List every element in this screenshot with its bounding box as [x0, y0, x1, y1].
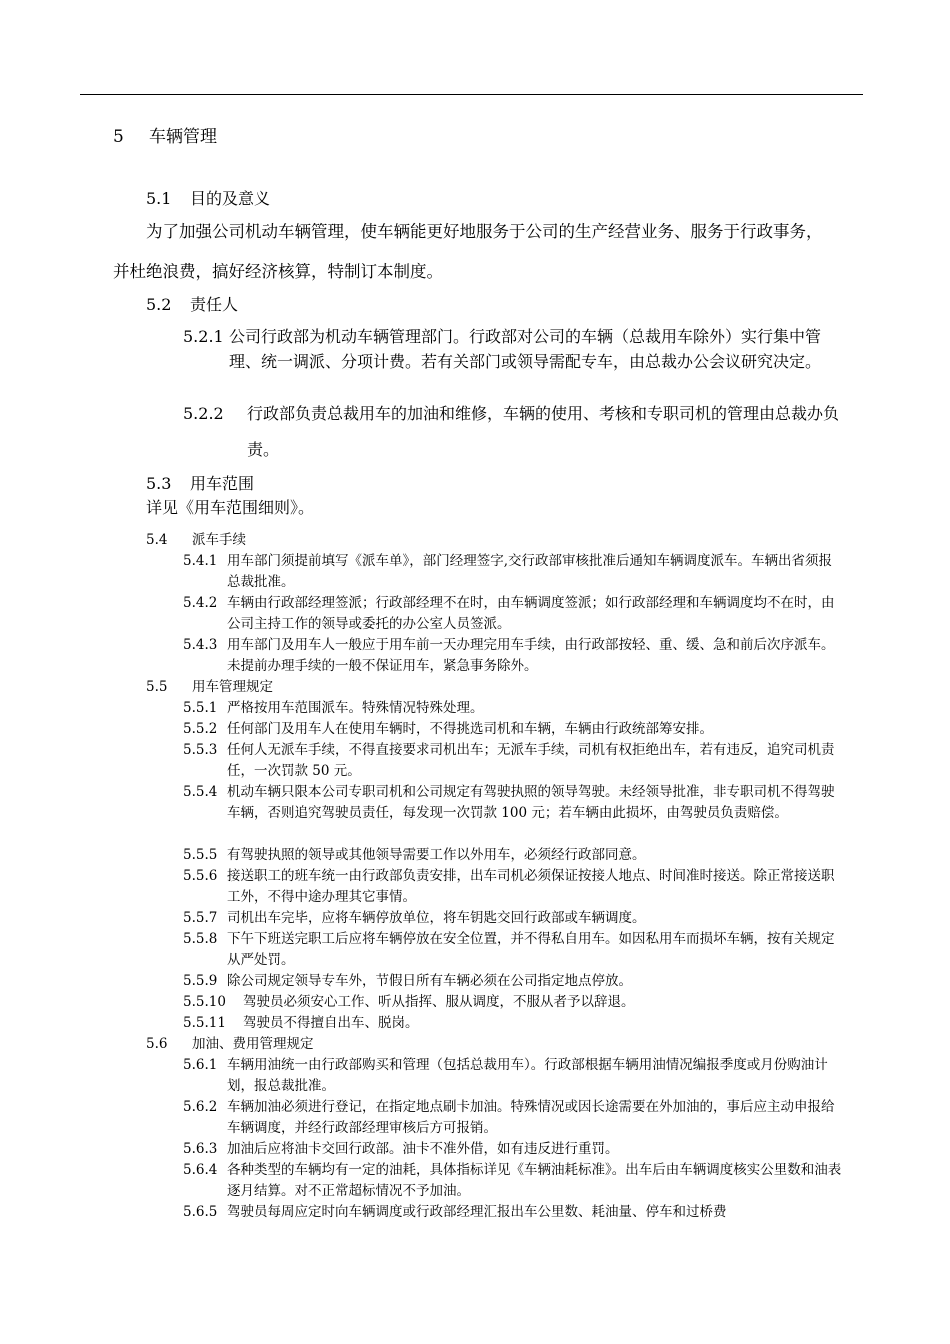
subsection-number: 5.1 — [146, 189, 172, 208]
item-number: 5.5.7 — [183, 910, 218, 926]
item-number: 5.6.5 — [183, 1204, 218, 1220]
item-number: 5.2.2 — [183, 404, 224, 423]
item-number: 5.5.9 — [183, 973, 218, 989]
list-item — [183, 740, 843, 782]
item-text: 下午下班送完职工后应将车辆停放在安全位置，并不得私自用车。如因私用车而损坏车辆，按有关规定从严处罚。 — [227, 931, 835, 968]
item-number: 5.2.1 — [183, 327, 224, 346]
section-number: 5 — [113, 127, 124, 147]
list-item — [183, 971, 843, 992]
subsection-heading-5-6 — [146, 1034, 314, 1055]
header-rule — [80, 94, 863, 95]
item-text: 驾驶员不得擅自出车、脱岗。 — [243, 1015, 419, 1031]
item-text: 机动车辆只限本公司专职司机和公司规定有驾驶执照的领导驾驶。未经领导批准，非专职司机不得驾驶车辆，否则追究驾驶员责任，每发现一次罚款 100 元；若车辆由此损坏，由驾驶员负责赔偿。 — [227, 784, 835, 821]
item-text: 驾驶员必须安心工作、听从指挥、服从调度，不服从者予以辞退。 — [243, 994, 635, 1010]
subsection-heading-5-4 — [146, 530, 246, 551]
item-number: 5.5.2 — [183, 721, 218, 737]
subsection-title: 目的及意义 — [190, 189, 271, 208]
list-item — [183, 929, 843, 971]
item-text: 任何部门及用车人在使用车辆时，不得挑选司机和车辆，车辆由行政统部筹安排。 — [227, 721, 713, 737]
subsection-number: 5.6 — [146, 1036, 168, 1052]
purpose-text: 为了加强公司机动车辆管理，使车辆能更好地服务于公司的生产经营业务、服务于行政事务，并杜绝浪费，搞好经济核算，特制订本制度。 — [113, 222, 823, 281]
list-item — [183, 698, 843, 719]
list-item — [183, 1139, 843, 1160]
item-number: 5.5.11 — [183, 1015, 226, 1031]
item-text: 任何人无派车手续，不得直接要求司机出车；无派车手续，司机有权拒绝出车，若有违反，追究司机责任，一次罚款 50 元。 — [227, 742, 835, 779]
section-heading — [113, 124, 217, 150]
subsection-number: 5.5 — [146, 679, 168, 695]
subsection-title: 责任人 — [190, 295, 239, 314]
item-text: 驾驶员每周应定时向车辆调度或行政部经理汇报出车公里数、耗油量、停车和过桥费 — [227, 1204, 727, 1220]
subsection-heading-5-3 — [146, 472, 254, 496]
list-item — [183, 845, 843, 866]
subsection-heading-5-5 — [146, 677, 273, 698]
item-number: 5.5.8 — [183, 931, 218, 947]
item-text: 用车部门及用车人一般应于用车前一天办理完用车手续，由行政部按轻、重、缓、急和前后次序派车。未提前办理手续的一般不保证用车，紧急事务除外。 — [227, 637, 835, 674]
item-number: 5.5.5 — [183, 847, 218, 863]
section-title: 车辆管理 — [149, 127, 217, 147]
subsection-title: 用车范围 — [190, 474, 255, 493]
list-item — [183, 782, 843, 824]
subsection-heading-5-1 — [146, 187, 270, 211]
item-text: 行政部负责总裁用车的加油和维修，车辆的使用、考核和专职司机的管理由总裁办负责。 — [247, 404, 840, 459]
item-text: 有驾驶执照的领导或其他领导需要工作以外用车，必须经行政部同意。 — [227, 847, 646, 863]
list-item — [183, 1097, 843, 1139]
item-number: 5.5.10 — [183, 994, 226, 1010]
list-item — [183, 1202, 843, 1223]
purpose-paragraph — [113, 212, 837, 292]
item-text: 司机出车完毕，应将车辆停放单位，将车钥匙交回行政部或车辆调度。 — [227, 910, 646, 926]
item-number: 5.5.4 — [183, 784, 218, 800]
item-number: 5.5.6 — [183, 868, 218, 884]
item-text: 各种类型的车辆均有一定的油耗，具体指标详见《车辆油耗标准》。出车后由车辆调度核实公里数和油表逐月结算。对不正常超标情况不予加油。 — [227, 1162, 842, 1199]
subsection-number: 5.3 — [146, 474, 172, 493]
subsection-heading-5-2 — [146, 293, 238, 317]
subsection-title: 用车管理规定 — [192, 679, 273, 695]
list-item — [183, 1160, 843, 1202]
list-item — [183, 396, 839, 468]
list-item — [183, 908, 843, 929]
item-number: 5.4.2 — [183, 595, 218, 611]
subsection-number: 5.2 — [146, 295, 172, 314]
item-text: 公司行政部为机动车辆管理部门。行政部对公司的车辆（总裁用车除外）实行集中管理、统一调派、分项计费。若有关部门或领导需配专车，由总裁办公会议研究决定。 — [229, 327, 822, 371]
subsection-number: 5.4 — [146, 532, 168, 548]
subsection-title: 加油、费用管理规定 — [192, 1036, 314, 1052]
list-item — [183, 325, 839, 374]
list-item — [183, 593, 843, 635]
item-text: 除公司规定领导专车外，节假日所有车辆必须在公司指定地点停放。 — [227, 973, 632, 989]
item-text: 用车部门须提前填写《派车单》，部门经理签字,交行政部审核批准后通知车辆调度派车。车辆出省须报总裁批准。 — [227, 553, 833, 590]
list-item — [183, 992, 843, 1013]
item-number: 5.5.3 — [183, 742, 218, 758]
item-number: 5.4.3 — [183, 637, 218, 653]
subsection-title: 派车手续 — [192, 532, 246, 548]
item-text: 接送职工的班车统一由行政部负责安排，出车司机必须保证按接人地点、时间准时接送。除正常接送职工外，不得中途办理其它事情。 — [227, 868, 835, 905]
list-item — [183, 1013, 843, 1034]
list-item — [183, 635, 843, 677]
item-number: 5.6.1 — [183, 1057, 218, 1073]
usage-scope-text: 详见《用车范围细则》。 — [146, 498, 315, 517]
item-text: 严格按用车范围派车。特殊情况特殊处理。 — [227, 700, 484, 716]
list-item — [183, 1055, 843, 1097]
item-text: 车辆加油必须进行登记，在指定地点刷卡加油。特殊情况或因长途需要在外加油的，事后应主动申报给车辆调度，并经行政部经理审核后方可报销。 — [227, 1099, 835, 1136]
item-text: 车辆用油统一由行政部购买和管理（包括总裁用车）。行政部根据车辆用油情况编报季度或月份购油计划，报总裁批准。 — [227, 1057, 828, 1094]
item-text: 车辆由行政部经理签派；行政部经理不在时，由车辆调度签派；如行政部经理和车辆调度均不在时，由公司主持工作的领导或委托的办公室人员签派。 — [227, 595, 835, 632]
list-item — [183, 866, 843, 908]
item-number: 5.6.2 — [183, 1099, 218, 1115]
list-item — [183, 719, 843, 740]
item-number: 5.4.1 — [183, 553, 218, 569]
list-item — [183, 551, 843, 593]
item-text: 加油后应将油卡交回行政部。油卡不准外借，如有违反进行重罚。 — [227, 1141, 619, 1157]
item-number: 5.6.4 — [183, 1162, 218, 1178]
item-number: 5.5.1 — [183, 700, 218, 716]
item-number: 5.6.3 — [183, 1141, 218, 1157]
